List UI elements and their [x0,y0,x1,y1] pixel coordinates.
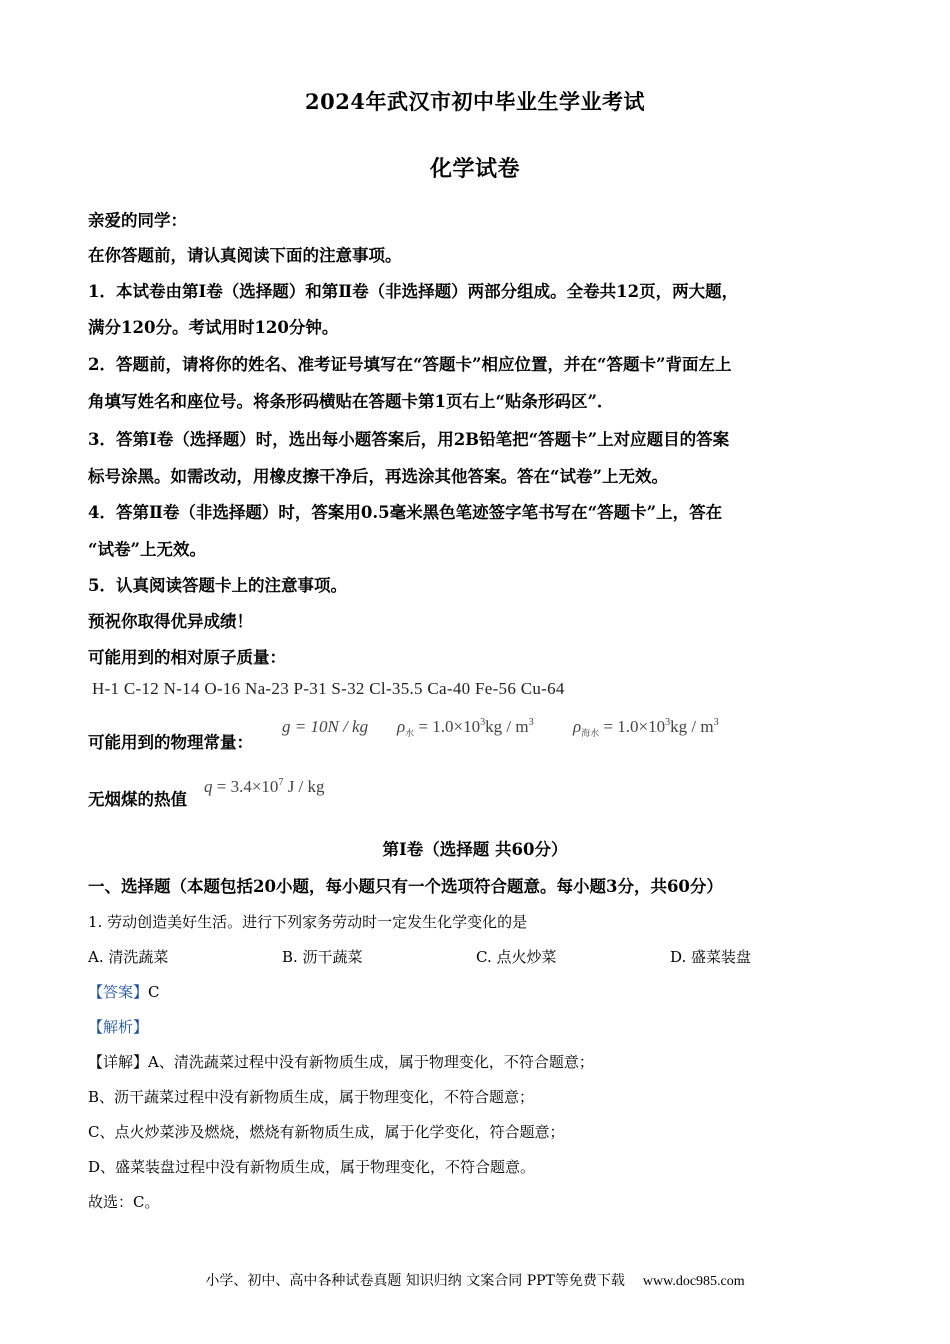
detail-line-a: 【详解】A、清洗蔬菜过程中没有新物质生成，属于物理变化，不符合题意； [88,1053,594,1071]
question-stem: 1. 劳动创造美好生活。进行下列家务劳动时一定发生化学变化的是 [88,913,528,931]
footer-text: 小学、初中、高中各种试卷真题 知识归纳 文案合同 PPT等免费下载 [205,1273,625,1289]
notice-item-4a: 4．答第Ⅱ卷（非选择题）时，答案用0.5毫米黑色笔迹签字笔书写在“答题卡”上，答在 [88,503,723,522]
option-a: A. 清洗蔬菜 [88,948,169,966]
notice-item-3b: 标号涂黑。如需改动，用橡皮擦干净后，再选涂其他答案。答在“试卷”上无效。 [88,467,668,486]
notice-item-4b: “试卷”上无效。 [88,540,206,559]
notice-item-3a: 3．答第Ⅰ卷（选择题）时，选出每小题答案后，用2B铅笔把“答题卡”上对应题目的答案 [88,430,730,449]
notice-greeting: 亲爱的同学： [88,211,187,230]
conclusion-line: 故选：C。 [88,1193,160,1211]
heat-value-label: 无烟煤的热值 [88,790,187,809]
section-title: 第Ⅰ卷（选择题 共60分） [382,840,568,859]
part-title: 一、选择题（本题包括20小题，每小题只有一个选项符合题意。每小题3分，共60分） [88,877,723,896]
physical-constants-label: 可能用到的物理常量： [88,733,253,752]
notice-item-1b: 满分120分。考试用时120分钟。 [88,318,339,337]
notice-wish: 预祝你取得优异成绩！ [88,612,253,631]
option-b: B. 沥干蔬菜 [282,948,363,966]
detail-line-b: B、沥干蔬菜过程中没有新物质生成，属于物理变化，不符合题意； [88,1088,535,1106]
option-d: D. 盛菜装盘 [670,948,752,966]
exam-subtitle: 化学试卷 [429,156,520,182]
analysis-tag: 【解析】 [88,1018,149,1036]
gravity-formula: g = 10N / kg [282,717,369,736]
detail-tag: 【详解】 [88,1053,149,1071]
notice-item-2a: 2．答题前，请将你的姓名、准考证号填写在“答题卡”相应位置，并在“答题卡”背面左上 [88,355,732,374]
detail-line-c: C、点火炒菜涉及燃烧，燃烧有新物质生成，属于化学变化，符合题意； [88,1123,565,1141]
heat-value-formula: $q = 3.4\times 10^7$ J / kg [204,777,325,796]
page-footer [0,1270,950,1290]
seawater-density-formula: $\rho_{海水} = 1.0\times 10^3kg / m^3$ [573,717,719,738]
answer-line [88,981,160,1002]
answer-value: C [148,983,160,1001]
atomic-mass-label: 可能用到的相对原子质量： [88,648,286,667]
option-c: C. 点火炒菜 [476,948,557,966]
detail-line-d: D、盛菜装盘过程中没有新物质生成，属于物理变化，不符合题意。 [88,1158,536,1176]
notice-item-2b: 角填写姓名和座位号。将条形码横贴在答题卡第1页右上“贴条形码区”． [88,392,614,411]
notice-intro: 在你答题前，请认真阅读下面的注意事项。 [88,246,402,265]
exam-title: 2024年武汉市初中毕业生学业考试 [305,89,645,114]
footer-url[interactable]: www.doc985.com [642,1274,745,1289]
atomic-mass-values: H-1 C-12 N-14 O-16 Na-23 P-31 S-32 Cl-35.5 Ca-40 Fe-56 Cu-64 [92,679,565,698]
answer-tag: 【答案】 [88,983,149,1001]
notice-item-1a: 1．本试卷由第Ⅰ卷（选择题）和第Ⅱ卷（非选择题）两部分组成。全卷共12页，两大题， [88,282,739,301]
notice-item-5: 5．认真阅读答题卡上的注意事项。 [88,576,347,595]
water-density-formula: $\rho_水 = 1.0\times 10^3kg / m^3$ [397,717,534,738]
